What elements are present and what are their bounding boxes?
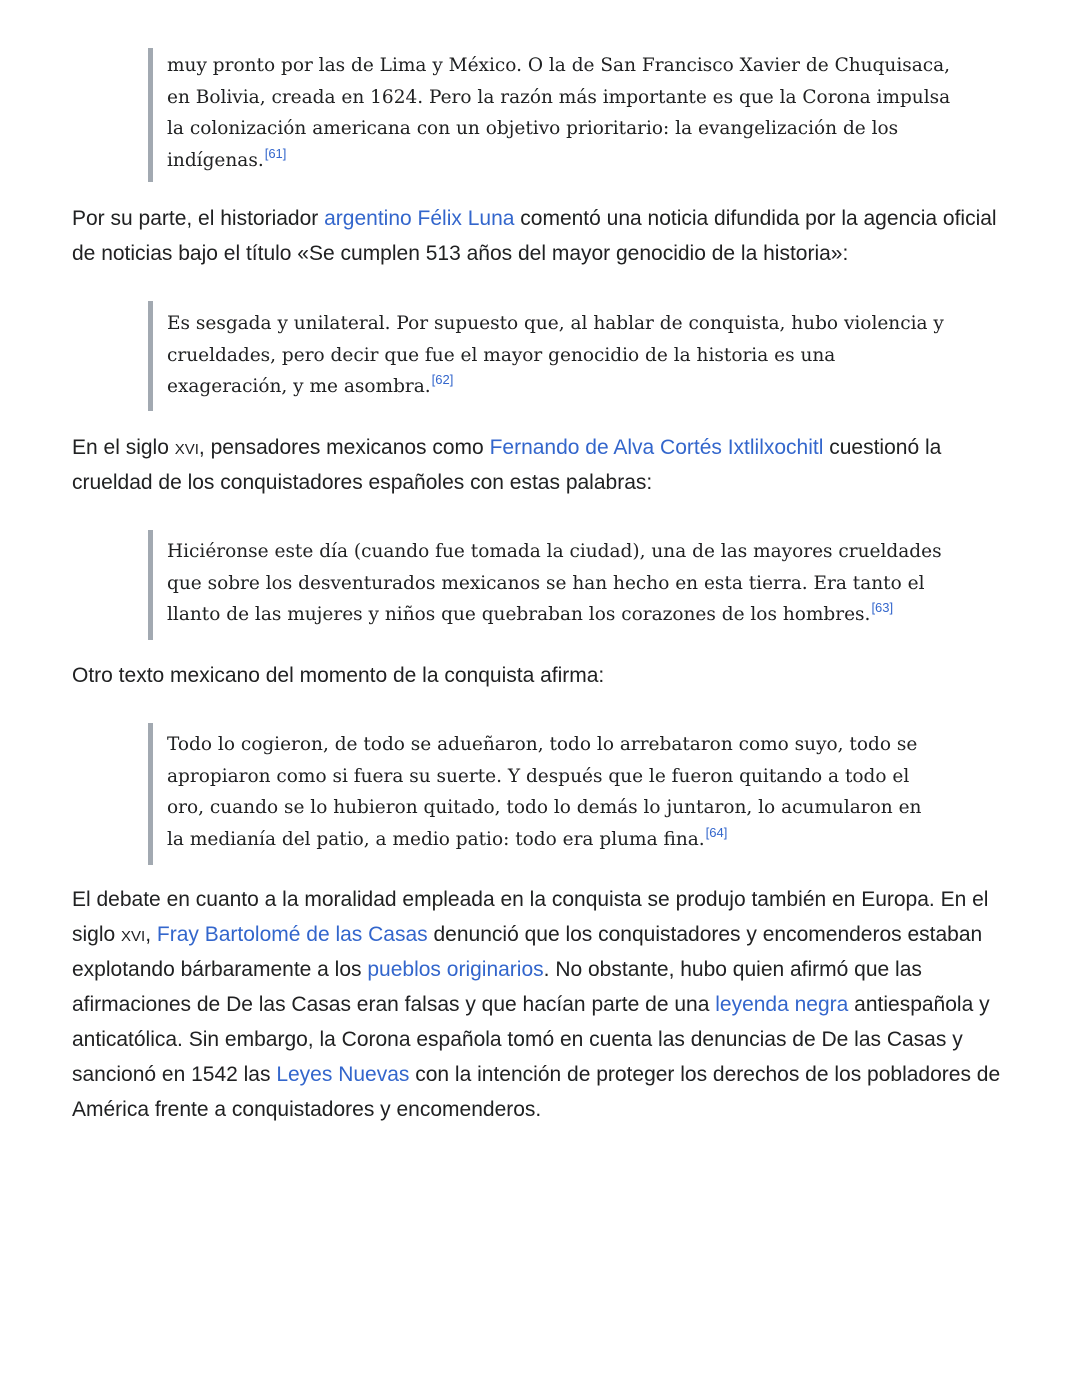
blockquote-63 xyxy=(148,530,942,640)
fray-bartolome-link[interactable]: Fray Bartolomé de las Casas xyxy=(156,923,428,946)
paragraph-text: comentó una noticia difundida por la agencia oficial de noticias bajo el título «Se cumplen 513 años del mayor genocidio de la historia»: xyxy=(72,207,997,265)
blockquote-64 xyxy=(148,723,921,865)
paragraph-otro-texto xyxy=(72,658,604,693)
quote-line: muy pronto por las de Lima y México. O la de San Francisco Xavier de Chuquisaca, xyxy=(167,55,951,76)
pueblos-originarios-link[interactable]: pueblos originarios xyxy=(367,958,544,981)
paragraph-text: Otro texto mexicano del momento de la conquista afirma: xyxy=(72,664,605,687)
quote-line: crueldades, pero decir que fue el mayor genocidio de la historia es una xyxy=(167,344,836,366)
paragraph-text: cuestionó la crueldad de los conquistadores españoles con estas palabras: xyxy=(72,436,942,494)
quote-line: Es sesgada y unilateral. Por supuesto que, al hablar de conquista, hubo violencia y xyxy=(167,313,944,334)
reference-64-link[interactable]: [64] xyxy=(705,824,728,840)
paragraph-text: , pensadores mexicanos como xyxy=(198,436,490,459)
quote-line: Todo lo cogieron, de todo se adueñaron, todo lo arrebataron como suyo, todo se xyxy=(167,734,918,755)
paragraph-debate-europa xyxy=(72,882,1012,1127)
reference-61-link[interactable]: [61] xyxy=(264,145,287,161)
paragraph-text: antiespañola y anticatólica. Sin embargo, la Corona española tomó en cuenta las denuncias de De las Casas y sancionó en 1542 las xyxy=(72,993,990,1086)
quote-line: la colonización americana con un objetivo prioritario: la evangelización de los xyxy=(167,118,899,139)
paragraph-text: . No obstante, hubo quien afirmó que las afirmaciones de De las Casas eran falsas y que hacían parte de una xyxy=(72,958,922,1016)
quote-line: exageración, y me asombra. xyxy=(167,376,431,397)
quote-line: Hiciéronse este día (cuando fue tomada la ciudad), una de las mayores crueldades xyxy=(167,541,942,562)
century-numeral: xvi xyxy=(121,923,146,946)
quote-line: que sobre los desventurados mexicanos se han hecho en esta tierra. Era tanto el xyxy=(167,572,925,594)
paragraph-text: con la intención de proteger los derechos de los pobladores de América frente a conquistadores y encomenderos. xyxy=(72,1063,1001,1121)
quote-line: en Bolivia, creada en 1624. Pero la razón más importante es que la Corona impulsa xyxy=(167,86,951,108)
blockquote-61 xyxy=(148,48,950,182)
century-numeral: xvi xyxy=(174,436,199,459)
quote-line: oro, cuando se lo hubieron quitado, todo lo demás lo juntaron, lo acumularon en xyxy=(167,797,922,818)
quote-text xyxy=(167,308,944,403)
paragraph-text: El debate en cuanto a la moralidad empleada en la conquista se produjo también en Europa. En el siglo xyxy=(72,888,989,946)
paragraph-alva-cortes xyxy=(72,430,1012,500)
fernando-de-alva-link[interactable]: Fernando de Alva Cortés Ixtlilxochitl xyxy=(489,436,824,459)
blockquote-62 xyxy=(148,301,944,411)
leyes-nuevas-link[interactable]: Leyes Nuevas xyxy=(276,1063,410,1086)
argentino-link[interactable]: argentino xyxy=(324,207,412,230)
paragraph-text: Por su parte, el historiador xyxy=(72,207,325,230)
quote-line: apropiaron como si fuera su suerte. Y después que le fueron quitando a todo el xyxy=(167,765,910,787)
quote-line: indígenas. xyxy=(167,149,264,171)
leyenda-negra-link[interactable]: leyenda negra xyxy=(715,993,849,1016)
paragraph-text: , xyxy=(145,923,157,946)
quote-text xyxy=(167,729,921,855)
paragraph-text: En el siglo xyxy=(72,436,175,459)
paragraph-text: denunció que los conquistadores y encomenderos estaban explotando bárbaramente a los xyxy=(72,923,983,981)
quote-line: la medianía del patio, a medio patio: todo era pluma fina. xyxy=(167,828,705,850)
reference-63-link[interactable]: [63] xyxy=(871,600,894,615)
quote-text xyxy=(167,50,950,176)
quote-text xyxy=(167,536,942,631)
reference-62-link[interactable]: [62] xyxy=(431,372,454,387)
paragraph-felix-luna xyxy=(72,201,1012,271)
quote-line: llanto de las mujeres y niños que quebraban los corazones de los hombres. xyxy=(167,604,871,625)
felix-luna-link[interactable]: Félix Luna xyxy=(417,207,515,230)
